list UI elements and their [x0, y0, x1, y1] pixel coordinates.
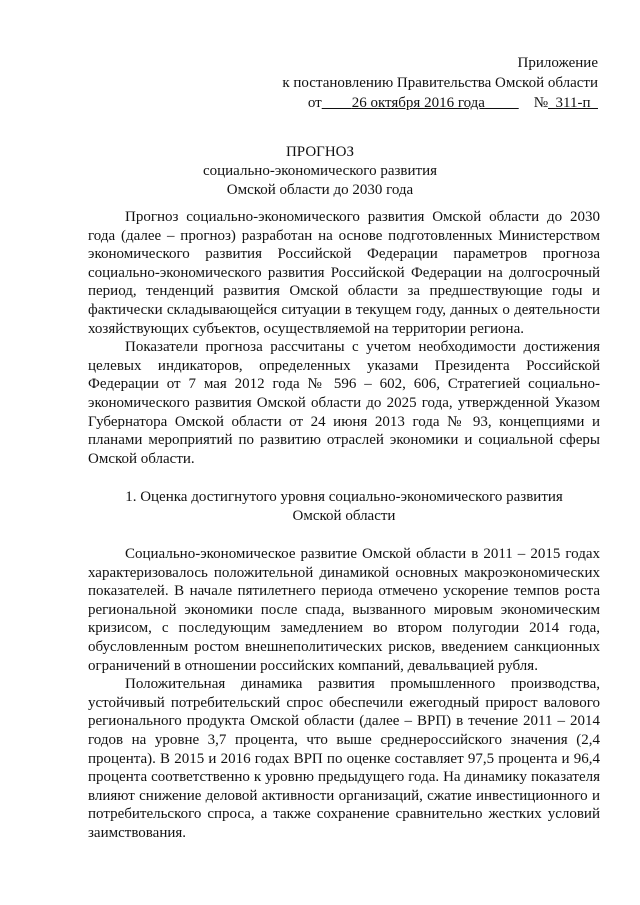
section-1-heading-line-1: 1. Оценка достигнутого уровня социально-экономического развития — [125, 489, 563, 505]
date-value-underlined — [322, 95, 519, 111]
section-1-heading-line-2: Омской области — [292, 508, 396, 524]
document-title — [0, 143, 640, 200]
number-value-underlined — [548, 95, 598, 111]
intro-section — [88, 208, 600, 468]
title-line-1: ПРОГНОЗ — [285, 144, 355, 160]
appendix-header — [282, 53, 598, 113]
intro-paragraph-2: Показатели прогноза рассчитаны с учетом необходимости достижения целевых индикаторов, определенных указами Президента Российской Федерации от 7 мая 2012 года № 596 – 602, 606, Стратегией социально-экономического развития Омской области до 2025 года, утвержденной Указом Губернатора Омской области от 24 июня 2013 года № 93, концепциями и планами мероприятий по развитию отраслей экономики и социальной сферы Омской области. — [88, 339, 600, 467]
date-value: 26 октября 2016 года — [351, 95, 485, 111]
number-value: 311-п — [555, 95, 591, 111]
section-1-paragraph-1: Социально-экономическое развитие Омской области в 2011 – 2015 годах характеризовалось положительной динамикой основных макроэкономических показателей. В начале пятилетнего периода отмечено ускорение темпов роста региональной экономики после спада, вызванного мировым экономическим кризисом, с последующим замедлением во втором полугодии 2014 года, обусловленным ростом внешнеполитических рисков, введением санкционных ограничений в отношении российских компаний, девальвацией рубля. — [88, 546, 600, 674]
title-line-2: социально-экономического развития — [202, 163, 438, 179]
appendix-date-number — [282, 93, 598, 113]
number-prefix: № — [533, 95, 549, 111]
appendix-label: Приложение — [517, 55, 598, 71]
title-line-3: Омской области до 2030 года — [226, 182, 414, 198]
appendix-resolution-ref: к постановлению Правительства Омской области — [282, 75, 598, 91]
section-1-paragraph-2: Положительная динамика развития промышленного производства, устойчивый потребительский спрос обеспечили ежегодный прирост валового регионального продукта Омской области (далее – ВРП) в течение 2011 – 2014 годов на уровне 3,7 процента, что выше среднероссийского значения (2,4 процента). В 2015 и 2016 годах ВРП по оценке составляет 97,5 процента и 96,4 процента соответственно к уровню предыдущего года. На динамику показателя влияют снижение деловой активности организаций, сжатие инвестиционного и потребительского спроса, а также сохранение сравнительно жестких условий заимствования. — [88, 676, 600, 841]
section-1-body — [88, 545, 600, 843]
date-prefix: от — [307, 95, 322, 111]
intro-paragraph-1: Прогноз социально-экономического развития Омской области до 2030 года (далее – прогноз) разработан на основе подготовленных Министерством экономического развития Российской Федерации параметров прогноза социально-экономического развития Российской Федерации на долгосрочный период, тенденций развития Омской области за предшествующие годы и фактически складывающейся ситуации в текущем году, данных о деятельности хозяйствующих субъектов, осуществляемой на территории региона. — [88, 209, 600, 337]
section-1-heading — [88, 488, 600, 526]
